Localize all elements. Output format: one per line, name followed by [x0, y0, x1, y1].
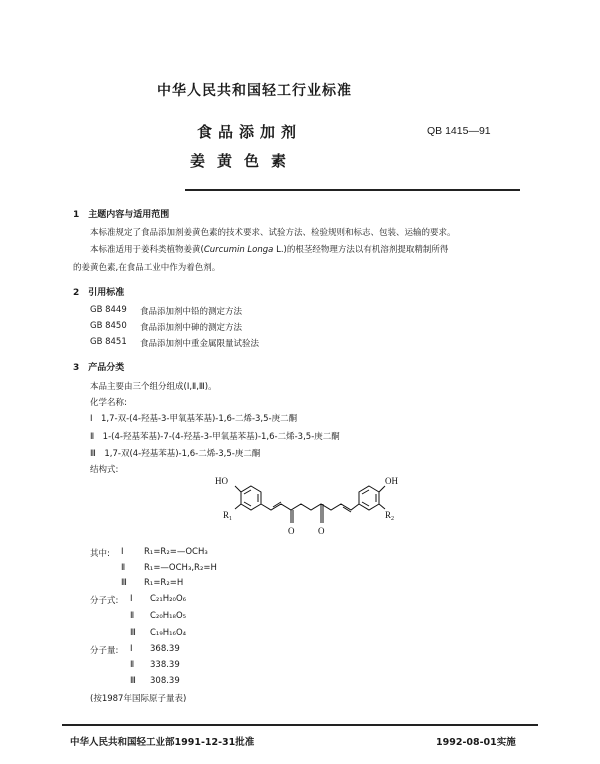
latin-name: Curcumin Longa: [203, 245, 274, 255]
mass-value: 338.39: [150, 660, 180, 670]
formula-label: 分子式:: [90, 596, 119, 606]
mass-roman: Ⅰ: [130, 644, 133, 654]
r1-label: $R_1$: [223, 510, 233, 522]
ref-code: GB 8450: [90, 321, 127, 331]
section-1-paragraph-3: 的姜黄色素,在食品工业中作为着色剂。: [73, 263, 221, 273]
title-line-1: 食品添加剂: [197, 123, 303, 141]
ref-code: GB 8451: [90, 337, 127, 347]
ring-double-bond: [244, 502, 251, 506]
oh-bond: [379, 486, 385, 492]
section-1-paragraph-2: [90, 243, 448, 255]
wherein-label: 其中:: [90, 549, 110, 559]
ref-title: 食品添加剂中铅的测定方法: [140, 307, 243, 317]
issuing-agency: 中华人民共和国轻工行业标准: [157, 83, 352, 99]
carbonyl-o-label: O: [318, 526, 325, 536]
chemical-name-item: Ⅲ 1,7-双(4-羟基苯基)-1,6-二烯-3,5-庚二酮: [90, 449, 261, 459]
formula-roman: Ⅲ: [130, 628, 136, 638]
mass-label: 分子量:: [90, 646, 119, 656]
title-line-2: 姜黄色素: [190, 152, 299, 170]
wherein-value: R₁=R₂=—OCH₃: [144, 547, 208, 557]
section-3-heading: 3 产品分类: [73, 363, 125, 373]
formula-roman: Ⅱ: [130, 611, 135, 621]
footer-rule: [62, 724, 538, 726]
mass-roman: Ⅱ: [130, 660, 135, 670]
atomic-weight-note: (按1987年国际原子量表): [90, 694, 187, 704]
ref-title: 食品添加剂中重金属限量试验法: [140, 339, 260, 349]
wherein-roman: Ⅰ: [121, 547, 124, 557]
structure-label: 结构式:: [90, 465, 119, 475]
ref-title: 食品添加剂中砷的测定方法: [140, 323, 243, 333]
composition-intro: 本品主要由三个组分组成(Ⅰ,Ⅱ,Ⅲ)。: [90, 382, 217, 392]
ring-double-bond: [362, 502, 369, 506]
wherein-value: R₁=R₂=H: [144, 578, 184, 588]
chemical-name-label: 化学名称:: [90, 398, 127, 408]
effective-date: 1992-08-01实施: [436, 737, 516, 748]
ref-code: GB 8449: [90, 305, 127, 315]
p2-pre: 本标准适用于姜科类植物姜黄(: [90, 245, 204, 255]
section-1-heading: 1 主题内容与适用范围: [73, 210, 170, 220]
mass-roman: Ⅲ: [130, 676, 136, 686]
ho-bond: [235, 486, 241, 492]
section-2-heading: 2 引用标准: [73, 288, 125, 298]
mass-value: 308.39: [150, 676, 180, 686]
wherein-roman: Ⅱ: [121, 563, 126, 573]
formula-value: C₁₉H₁₆O₄: [150, 628, 187, 638]
formula-value: C₂₀H₁₈O₅: [150, 611, 187, 621]
structural-formula: [205, 468, 415, 540]
approval-text: 中华人民共和国轻工业部1991-12-31批准: [70, 737, 255, 748]
header-rule: [185, 189, 520, 191]
wherein-roman: Ⅲ: [121, 578, 127, 588]
p2-post: L.)的根茎经物理方法以有机溶剂提取精制所得: [273, 245, 449, 255]
formula-value: C₂₁H₂₀O₆: [150, 594, 187, 604]
chemical-name-item: Ⅱ 1-(4-羟基苯基)-7-(4-羟基-3-甲氧基苯基)-1,6-二烯-3,5-庚二酮: [90, 432, 340, 442]
section-1-paragraph-1: 本标准规定了食品添加剂姜黄色素的技术要求、试验方法、检验规则和标志、包装、运输的要求。: [90, 228, 456, 238]
oh-label: OH: [385, 476, 398, 486]
r2-bond: [379, 504, 385, 509]
mass-value: 368.39: [150, 644, 180, 654]
r2-label: $R_2$: [385, 510, 395, 522]
formula-roman: Ⅰ: [130, 594, 133, 604]
ring-double-bond: [244, 490, 251, 494]
carbonyl-o-label: O: [288, 526, 295, 536]
chemical-name-item: Ⅰ 1,7-双-(4-羟基-3-甲氧基苯基)-1,6-二烯-3,5-庚二酮: [90, 414, 298, 424]
ho-label: HO: [215, 476, 228, 486]
r1-bond: [235, 504, 241, 509]
ring-double-bond: [362, 490, 369, 494]
standard-code: QB 1415—91: [427, 125, 491, 137]
wherein-value: R₁=—OCH₃,R₂=H: [144, 563, 217, 573]
